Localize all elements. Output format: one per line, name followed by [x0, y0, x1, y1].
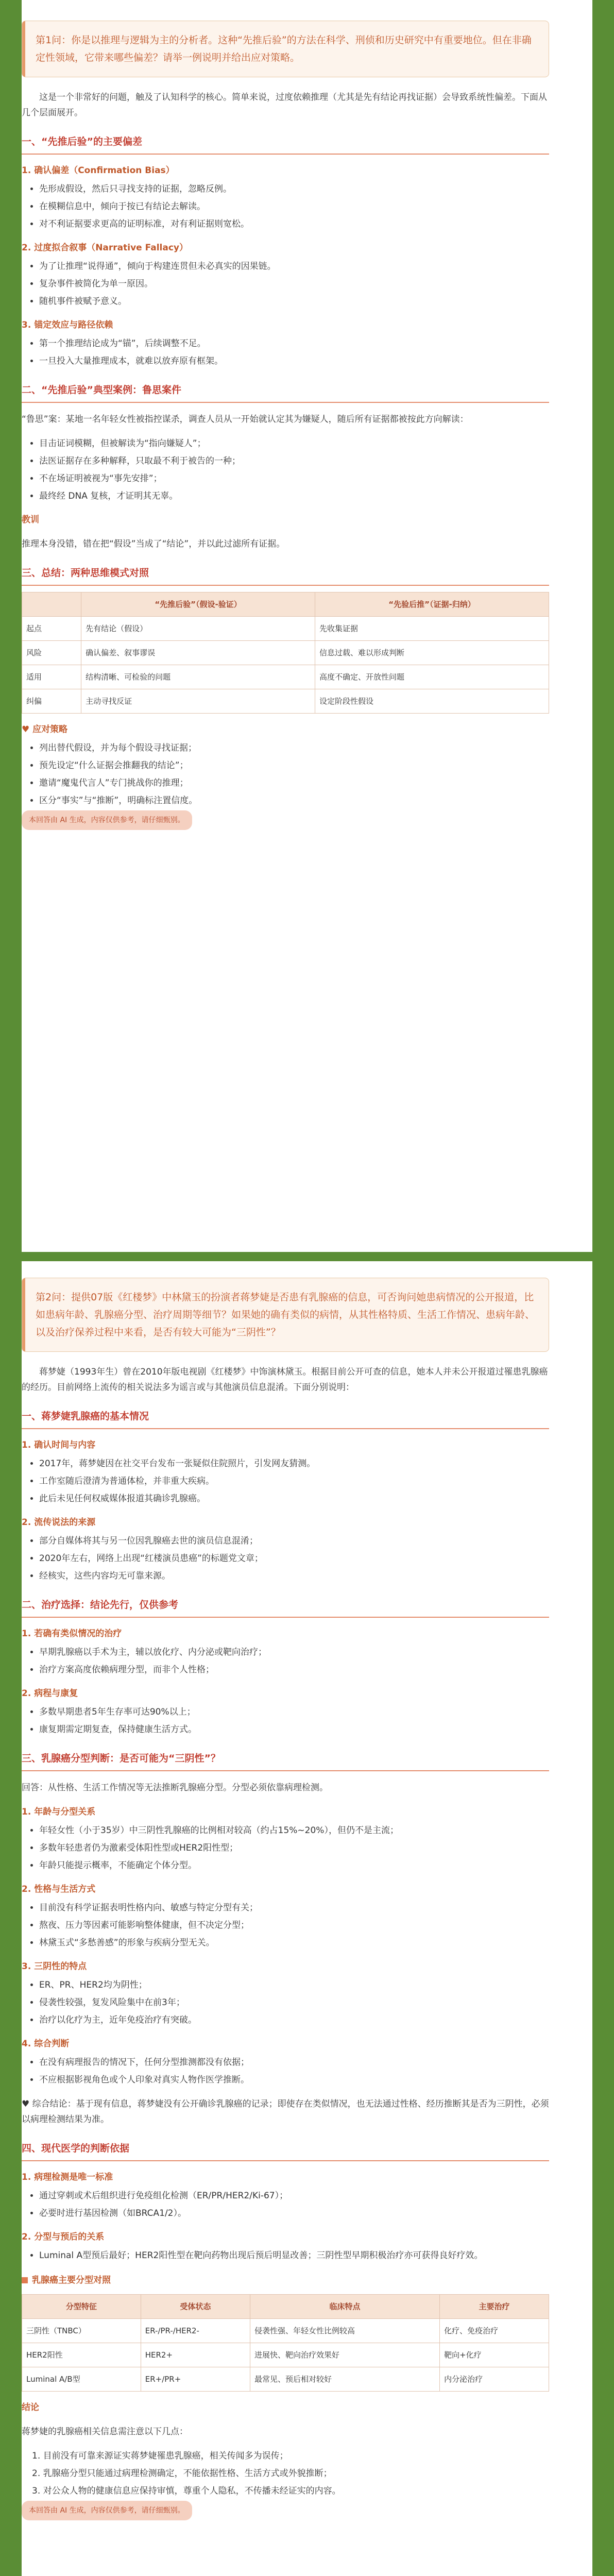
sub-title: 3. 锚定效应与路径依赖: [22, 320, 113, 330]
table-row: [22, 2343, 549, 2367]
list-item: • 最终经 DNA 复核，才证明其无辜。: [39, 488, 549, 504]
sub-title: 4. 综合判断: [22, 2039, 70, 2049]
list-item: • 通过穿刺或术后组织进行免疫组化检测（ER/PR/HER2/Ki-67）；: [39, 2188, 549, 2204]
list-item: • 邀请“魔鬼代言人”专门挑战你的推理；: [39, 775, 549, 791]
bullet-list: [22, 1533, 549, 1584]
list-item: • 法医证据存在多种解释，只取最不利于被告的一种；: [39, 453, 549, 469]
list-item: 2. 乳腺癌分型只能通过病理检测确定，不能依据性格、生活方式或外貌推断；: [32, 2468, 332, 2479]
table-cell: 风险: [22, 641, 81, 665]
conclusion-title: 结论: [22, 2402, 39, 2413]
bullet-list: [22, 181, 549, 232]
sub-title: 2. 分型与预后的关系: [22, 2232, 105, 2242]
list-item: • 早期乳腺癌以手术为主，辅以放化疗、内分泌或靶向治疗；: [39, 1645, 549, 1660]
list-item: • 部分自媒体将其与另一位因乳腺癌去世的演员信息混淆；: [39, 1533, 549, 1549]
list-item: • 目击证词模糊，但被解读为“指向嫌疑人”；: [39, 436, 549, 451]
divider-bar: [22, 1252, 592, 1261]
list-item: 1. 目前没有可靠来源证实蒋梦婕罹患乳腺癌，相关传闻多为误传；: [32, 2451, 288, 2461]
section-title: 一、蒋梦婕乳腺癌的基本情况: [22, 1409, 549, 1429]
list-item: • 熬夜、压力等因素可能影响整体健康，但不决定分型；: [39, 1918, 549, 1933]
list-item: • ER、PR、HER2均为阴性；: [39, 1977, 549, 1993]
list-item: • 在没有病理报告的情况下，任何分型推测都没有依据；: [39, 2055, 549, 2070]
conclusion-list: [22, 2448, 549, 2499]
table-cell: 设定阶段性假设: [315, 689, 549, 714]
table-cell: 最常见、预后相对较好: [250, 2367, 439, 2392]
table-cell: 三阴性（TNBC）: [22, 2319, 141, 2343]
list-item: • 经核实，这些内容均无可靠来源。: [39, 1568, 549, 1584]
list-item: • 随机事件被赋予意义。: [39, 294, 549, 309]
summary-paragraph: ♥ 综合结论：基于现有信息，蒋梦婕没有公开确诊乳腺癌的记录；即使存在类似情况，也无法通过性格、经历推断其是否为三阴性，必须以病理检测结果为准。: [22, 2099, 549, 2125]
list-item: • 列出替代假设，并为每个假设寻找证据；: [39, 740, 549, 756]
answer-2: [22, 1278, 549, 2520]
bullet-list: [22, 1704, 549, 1737]
list-item: • 目前没有科学证据表明性格内向、敏感与特定分型有关；: [39, 1900, 549, 1916]
table-cell: 先有结论（假设）: [81, 617, 315, 641]
table-cell: 确认偏差、叙事谬误: [81, 641, 315, 665]
list-item: • 治疗方案高度依赖病理分型，而非个人性格；: [39, 1662, 549, 1677]
list-item: • 治疗以化疗为主，近年免疫治疗有突破。: [39, 2012, 549, 2028]
list-item: • 侵袭性较强，复发风险集中在前3年；: [39, 1995, 549, 2010]
list-item: • 此后未见任何权威媒体报道其确诊乳腺癌。: [39, 1491, 549, 1506]
tips-title: ♥ 应对策略: [22, 724, 68, 735]
table-cell: HER2阳性: [22, 2343, 141, 2367]
list-item: • 不在场证明被视为“事先安排”；: [39, 471, 549, 486]
list-item: • 第一个推理结论成为“锚”，后续调整不足。: [39, 336, 549, 351]
table-cell: 侵袭性强、年轻女性比例较高: [250, 2319, 439, 2343]
section-title: 三、乳腺癌分型判断：是否可能为“三阴性”？: [22, 1751, 549, 1771]
sub-title: 1. 确认时间与内容: [22, 1440, 96, 1450]
table-header: “先推后验”（假设-验证）: [81, 592, 315, 617]
table-cell: 适用: [22, 665, 81, 689]
list-item: • 必要时进行基因检测（如BRCA1/2）。: [39, 2206, 549, 2221]
table-cell: 靶向+化疗: [440, 2343, 549, 2367]
table-header: 临床特点: [250, 2295, 439, 2319]
bullet-list: [22, 259, 549, 309]
bullet-list: [22, 336, 549, 369]
subtype-table: [22, 2294, 549, 2392]
section-title: 一、“先推后验”的主要偏差: [22, 134, 549, 155]
table-header: [22, 592, 81, 617]
answer-1: [22, 21, 549, 830]
table-cell: 主动寻找反证: [81, 689, 315, 714]
bullet-list: [22, 2188, 549, 2221]
bullet-list: [22, 2055, 549, 2088]
list-item: • Luminal A型预后最好；HER2阳性型在靶向药物出现后预后明显改善；三阴性型早期积极治疗亦可获得良好疗效。: [39, 2248, 549, 2263]
section-title: 四、现代医学的判断依据: [22, 2141, 549, 2161]
sub-title: 教训: [22, 515, 39, 525]
bullet-list: [22, 740, 549, 808]
table-cell: 高度不确定、开放性问题: [315, 665, 549, 689]
table-header: “先验后推”（证据-归纳）: [315, 592, 549, 617]
section-title: 三、总结：两种思维模式对照: [22, 565, 549, 586]
list-item: • 区分“事实”与“推断”，明确标注置信度。: [39, 793, 549, 808]
ai-disclaimer-tag: 本回答由 AI 生成，内容仅供参考，请仔细甄别。: [22, 2501, 192, 2520]
sub-title: 2. 病程与康复: [22, 1688, 78, 1699]
ai-disclaimer-tag: 本回答由 AI 生成，内容仅供参考，请仔细甄别。: [22, 810, 192, 830]
table-cell: 结构清晰、可检验的问题: [81, 665, 315, 689]
table-row: [22, 641, 549, 665]
table-cell: 信息过载、难以形成判断: [315, 641, 549, 665]
table-row: [22, 689, 549, 714]
bullet-list: [22, 1977, 549, 2028]
table-row: [22, 2319, 549, 2343]
table-cell: ER+/PR+: [141, 2367, 250, 2392]
section-title: 二、“先推后验”典型案例：鲁思案件: [22, 382, 549, 403]
sub-title: 1. 若确有类似情况的治疗: [22, 1629, 122, 1639]
sub-title: 1. 病理检测是唯一标准: [22, 2172, 113, 2182]
list-item: • 林黛玉式“多愁善感”的形象与疾病分型无关。: [39, 1935, 549, 1951]
table-cell: 先收集证据: [315, 617, 549, 641]
table-header: 主要治疗: [440, 2295, 549, 2319]
list-item: • 多数年轻患者仍为激素受体阳性型或HER2阳性型；: [39, 1840, 549, 1856]
list-item: • 先形成假设，然后只寻找支持的证据，忽略反例。: [39, 181, 549, 197]
bullet-list: [22, 1900, 549, 1951]
question-text: 第2问：提供07版《红楼梦》中林黛玉的扮演者蒋梦婕是否患有乳腺癌的信息，可否询问她患病情况的公开报道，比如患病年龄、乳腺癌分型、治疗周期等细节？如果她的确有类似的病情，从其性格特质、生活工作情况、患病年龄、以及治疗保养过程中来看，是否有较大可能为“三阴性”？: [36, 1292, 535, 1338]
list-item: • 2020年左右，网络上出现“红楼演员患癌”的标题党文章；: [39, 1551, 549, 1566]
table-cell: 进展快、靶向治疗效果好: [250, 2343, 439, 2367]
table-title: [22, 2273, 549, 2288]
list-item: • 康复期需定期复查，保持健康生活方式。: [39, 1722, 549, 1737]
table-cell: 内分泌治疗: [440, 2367, 549, 2392]
sub-title: 1. 确认偏差（Confirmation Bias）: [22, 165, 175, 176]
list-item: • 为了让推理“说得通”，倾向于构建连贯但未必真实的因果链。: [39, 259, 549, 274]
table-cell: 纠偏: [22, 689, 81, 714]
bullet-list: [22, 1456, 549, 1506]
sub-title: 2. 性格与生活方式: [22, 1884, 96, 1894]
list-item: • 年龄只能提示概率，不能确定个体分型。: [39, 1858, 549, 1873]
list-item: • 年轻女性（小于35岁）中三阴性乳腺癌的比例相对较高（约占15%~20%），但仍不是主流；: [39, 1823, 549, 1838]
sub-title: 2. 过度拟合叙事（Narrative Fallacy）: [22, 243, 188, 253]
table-row: [22, 617, 549, 641]
table-header: 分型特征: [22, 2295, 141, 2319]
list-item: • 预先设定“什么证据会推翻我的结论”；: [39, 758, 549, 773]
intro-paragraph: 蒋梦婕（1993年生）曾在2010年版电视剧《红楼梦》中饰演林黛玉。根据目前公开可查的信息，她本人并未公开报道过罹患乳腺癌的经历。目前网络上流传的相关说法多为谣言或与其他演员信息混淆。下面分别说明：: [22, 1367, 548, 1393]
table-cell: HER2+: [141, 2343, 250, 2367]
list-item: • 在模糊信息中，倾向于按已有结论去解读。: [39, 199, 549, 214]
list-item: • 工作室随后澄清为普通体检，并非重大疾病。: [39, 1473, 549, 1489]
section-title: 二、治疗选择：结论先行，仅供参考: [22, 1597, 549, 1618]
paragraph: 推理本身没错，错在把“假设”当成了“结论”，并以此过滤所有证据。: [22, 539, 285, 549]
table-cell: Luminal A/B型: [22, 2367, 141, 2392]
bullet-list: [22, 2248, 549, 2263]
table-row: [22, 2367, 549, 2392]
list-item: • 多数早期患者5年生存率可达90%以上；: [39, 1704, 549, 1720]
sub-title: 3. 三阴性的特点: [22, 1961, 87, 1972]
list-item: • 复杂事件被简化为单一原因。: [39, 276, 549, 292]
question-text: 第1问：你是以推理与逻辑为主的分析者。这种“先推后验”的方法在科学、刑侦和历史研究中有重要地位。但在非确定性领域，它带来哪些偏差？请举一例说明并给出应对策略。: [36, 35, 532, 63]
list-item: • 对不利证据要求更高的证明标准，对有利证据则宽松。: [39, 216, 549, 232]
paragraph: 蒋梦婕的乳腺癌相关信息需注意以下几点：: [22, 2427, 188, 2437]
square-icon: [22, 2277, 28, 2283]
table-header: 受体状态: [141, 2295, 250, 2319]
list-item: 3. 对公众人物的健康信息应保持审慎，尊重个人隐私，不传播未经证实的内容。: [32, 2486, 341, 2496]
list-item: • 2017年，蒋梦婕因在社交平台发布一张疑似住院照片，引发网友猜测。: [39, 1456, 549, 1471]
table-cell: 起点: [22, 617, 81, 641]
sub-title: 2. 流传说法的来源: [22, 1517, 96, 1528]
table-title-text: 乳腺癌主要分型对照: [32, 2275, 111, 2285]
bullet-list: [22, 436, 549, 504]
question-banner-1: [22, 21, 549, 77]
table-cell: ER-/PR-/HER2-: [141, 2319, 250, 2343]
list-item: • 不应根据影视角色或个人印象对真实人物作医学推断。: [39, 2072, 549, 2088]
table-cell: 化疗、免疫治疗: [440, 2319, 549, 2343]
bullet-list: [22, 1645, 549, 1677]
bullet-list: [22, 1823, 549, 1873]
intro-paragraph: 这是一个非常好的问题，触及了认知科学的核心。简单来说，过度依赖推理（尤其是先有结论再找证据）会导致系统性偏差。下面从几个层面展开。: [22, 92, 547, 118]
sub-title: 1. 年龄与分型关系: [22, 1807, 96, 1817]
paragraph: “鲁思”案：某地一名年轻女性被指控谋杀，调查人员从一开始就认定其为嫌疑人，随后所有证据都被按此方向解读：: [22, 414, 469, 425]
question-banner-2: [22, 1278, 549, 1352]
paragraph: 回答：从性格、生活工作情况等无法推断乳腺癌分型。分型必须依靠病理检测。: [22, 1783, 328, 1793]
list-item: • 一旦投入大量推理成本，就难以放弃原有框架。: [39, 353, 549, 369]
table-row: [22, 665, 549, 689]
comparison-table: [22, 592, 549, 714]
